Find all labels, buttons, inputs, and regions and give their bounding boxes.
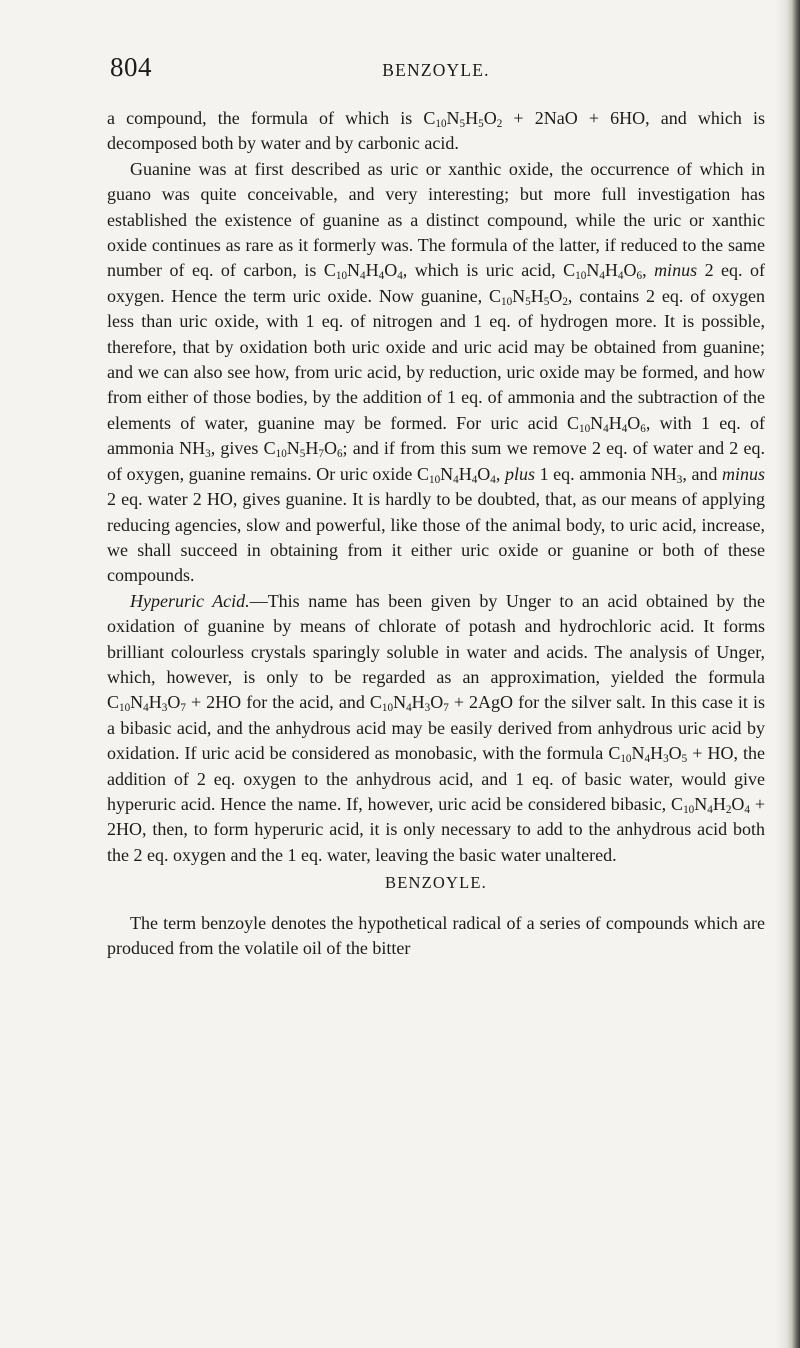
page-gutter-shadow: [776, 0, 786, 1348]
text-run: H: [411, 692, 425, 713]
formula-subscript: 10: [620, 753, 632, 766]
formula-subscript: 5: [459, 118, 466, 131]
formula-subscript: 4: [707, 804, 713, 817]
text-run: O: [384, 260, 398, 281]
text-run: N: [512, 285, 526, 306]
text-run: + HO, the addition of 2 eq. oxygen to the anhydrous acid, and 1 eq. of basic water, would give hyperuric acid. Hence the name. If, however, uric acid be considered bibasic, C: [107, 743, 766, 814]
text-run: N: [590, 412, 604, 433]
formula-subscript: 4: [397, 270, 403, 283]
formula-subscript: 4: [744, 804, 750, 817]
text-run: H: [650, 743, 664, 764]
formula-subscript: 5: [543, 295, 550, 308]
text-run: N: [286, 438, 300, 459]
text-run: 2 eq. of oxygen. Hence the term uric oxide. Now guanine, C: [107, 260, 766, 306]
formula-subscript: 5: [525, 295, 531, 308]
section-paragraph: The term benzoyle denotes the hypothetical radical of a series of compounds which are produced from the volatile oil of the bitter: [107, 913, 765, 959]
text-run: O: [549, 285, 563, 306]
formula-subscript: 4: [471, 473, 478, 486]
text-run: , which is uric acid, C: [402, 260, 576, 281]
formula-subscript: 3: [161, 702, 168, 715]
running-title: BENZOYLE.: [382, 60, 490, 80]
text-run: N: [446, 108, 460, 128]
text-run: O: [623, 260, 637, 281]
text-run: H: [608, 412, 622, 433]
formula-subscript: 10: [381, 702, 394, 715]
text-run: H: [712, 793, 726, 814]
formula-subscript: 10: [335, 270, 348, 283]
formula-subscript: 7: [443, 702, 449, 715]
text-run: , with 1 eq. of ammonia NH: [107, 412, 765, 459]
formula-subscript: 10: [275, 448, 287, 461]
text-run: , contains 2 eq. of oxygen less than uric oxide, with 1 eq. of nitrogen and 1 eq. of hydrogen more. It is possible, therefore, that by oxidation both uric oxide and uric acid may be obtained from guanine; and we can also see how, from uric acid, by reduction, uric oxide may be formed, and how from either of those bodies, by the addition of 1 eq. of ammonia and the subtraction of the elements of water, guanine may be formed. For uric acid C: [107, 285, 765, 433]
text-run: H: [365, 260, 379, 281]
formula-subscript: 3: [676, 473, 683, 486]
formula-subscript: 4: [621, 422, 628, 435]
formula-subscript: 3: [663, 753, 669, 766]
text-run: + 2AgO for the silver salt. In this case it is a bibasic acid, and the anhydrous acid may be easily derived from anhydrous uric acid by oxidation. If uric acid be considered as monobasic, with the formula C: [107, 692, 765, 764]
formula-subscript: 10: [578, 422, 591, 435]
formula-subscript: 2: [725, 804, 732, 817]
text-run: 2 eq. water 2 HO, gives guanine. It is hardly to be doubted, that, as our means of applying reducing agencies, slow and powerful, like those of the animal body, to uric acid, increase, we shall succeed in obtaining from it either uric oxide or guanine or both of these compounds.: [107, 489, 765, 586]
formula-subscript: 7: [318, 448, 324, 461]
formula-subscript: 2: [562, 295, 568, 308]
text-run: , gives C: [210, 438, 276, 459]
formula-subscript: 4: [617, 270, 624, 283]
formula-subscript: 5: [681, 753, 688, 766]
formula-subscript: 3: [424, 702, 431, 715]
text-run: ; and if from this sum we remove 2 eq. of water and 2 eq. of oxygen, guanine remains. Or uric oxide C: [107, 438, 765, 484]
formula-subscript: 6: [336, 448, 343, 461]
text-run: Guanine was at first described as uric or xanthic oxide, the occurrence of which in guano was quite conceivable, and very interesting; but more full investigation has established the existence of guanine as a distinct compound, while the uric or xanthic oxide continues as rare as it formerly was. The formula of the latter, if reduced to the same number of eq. of carbon, is C: [107, 158, 765, 281]
formula-subscript: 4: [644, 753, 651, 766]
italic-term: Hyperuric Acid.: [130, 590, 250, 611]
formula-subscript: 7: [180, 702, 186, 715]
italic-term: plus: [504, 463, 535, 484]
text-run: , and: [682, 463, 723, 484]
text-run: H: [458, 463, 472, 484]
formula-subscript: 4: [378, 270, 385, 283]
formula-subscript: 4: [360, 270, 366, 283]
formula-subscript: 4: [603, 422, 609, 435]
page-edge: [786, 0, 800, 1348]
formula-subscript: 5: [299, 448, 306, 461]
formula-subscript: 6: [636, 270, 643, 283]
text-run: N: [440, 463, 454, 484]
text-run: ,: [642, 260, 655, 281]
paragraph: [107, 106, 765, 157]
text-run: N: [347, 260, 361, 281]
text-run: a compound, the formula of which is C: [107, 108, 436, 128]
text-run: N: [694, 793, 708, 814]
formula-subscript: 4: [143, 702, 149, 715]
formula-subscript: 10: [428, 473, 441, 486]
text-run: O: [323, 438, 337, 459]
text-run: H: [530, 285, 544, 306]
formula-subscript: 10: [501, 295, 513, 308]
text-run: O: [430, 692, 444, 713]
text-run: + 2NaO + 6HO, and which is decomposed both by water and by carbonic acid.: [107, 108, 765, 154]
formula-subscript: 4: [406, 702, 412, 715]
section-body: [107, 911, 765, 962]
paragraph: [107, 589, 765, 868]
text-run: —This name has been given by Unger to an acid obtained by the oxidation of guanine by means of chlorate of potash and hydrochloric acid. It forms brilliant colourless crystals sparingly soluble in water and acids. The analysis of Unger, which, however, is only to be regarded as an approximation, yielded the formula C: [107, 590, 766, 713]
formula-subscript: 10: [683, 804, 695, 817]
formula-subscript: 10: [575, 270, 587, 283]
text-run: H: [305, 438, 319, 459]
text-run: 1 eq. ammonia NH: [534, 463, 677, 484]
formula-subscript: 3: [205, 448, 211, 461]
text-run: O: [167, 692, 181, 713]
text-run: N: [631, 743, 645, 764]
formula-subscript: 5: [478, 118, 484, 131]
text-run: O: [668, 743, 682, 764]
formula-subscript: 4: [490, 473, 496, 486]
text-run: N: [130, 692, 144, 713]
formula-subscript: 10: [119, 702, 131, 715]
body-text: [107, 106, 765, 868]
formula-subscript: 6: [640, 422, 646, 435]
text-run: O: [477, 463, 491, 484]
text-run: H: [465, 108, 479, 128]
paragraph: [107, 157, 765, 589]
text-run: + 2HO for the acid, and C: [185, 692, 382, 713]
italic-term: minus: [722, 463, 766, 484]
text-run: O: [483, 108, 497, 128]
text-run: O: [627, 412, 641, 433]
text-run: N: [586, 260, 600, 281]
formula-subscript: 10: [435, 118, 447, 131]
page-number: 804: [110, 52, 152, 82]
text-run: H: [148, 692, 162, 713]
formula-subscript: 2: [496, 118, 503, 131]
text-run: H: [604, 260, 618, 281]
text-run: N: [393, 692, 407, 713]
text-run: ,: [495, 463, 505, 484]
section-heading: BENZOYLE.: [385, 873, 487, 892]
formula-subscript: 4: [599, 270, 605, 283]
text-run: O: [731, 793, 745, 814]
text-run: + 2HO, then, to form hyperuric acid, it is only necessary to add to the anhydrous acid both the 2 eq. oxygen and the 1 eq. water, leaving the basic water unaltered.: [107, 793, 765, 865]
formula-subscript: 4: [453, 473, 459, 486]
page-header: [110, 52, 762, 86]
italic-term: minus: [654, 260, 698, 281]
